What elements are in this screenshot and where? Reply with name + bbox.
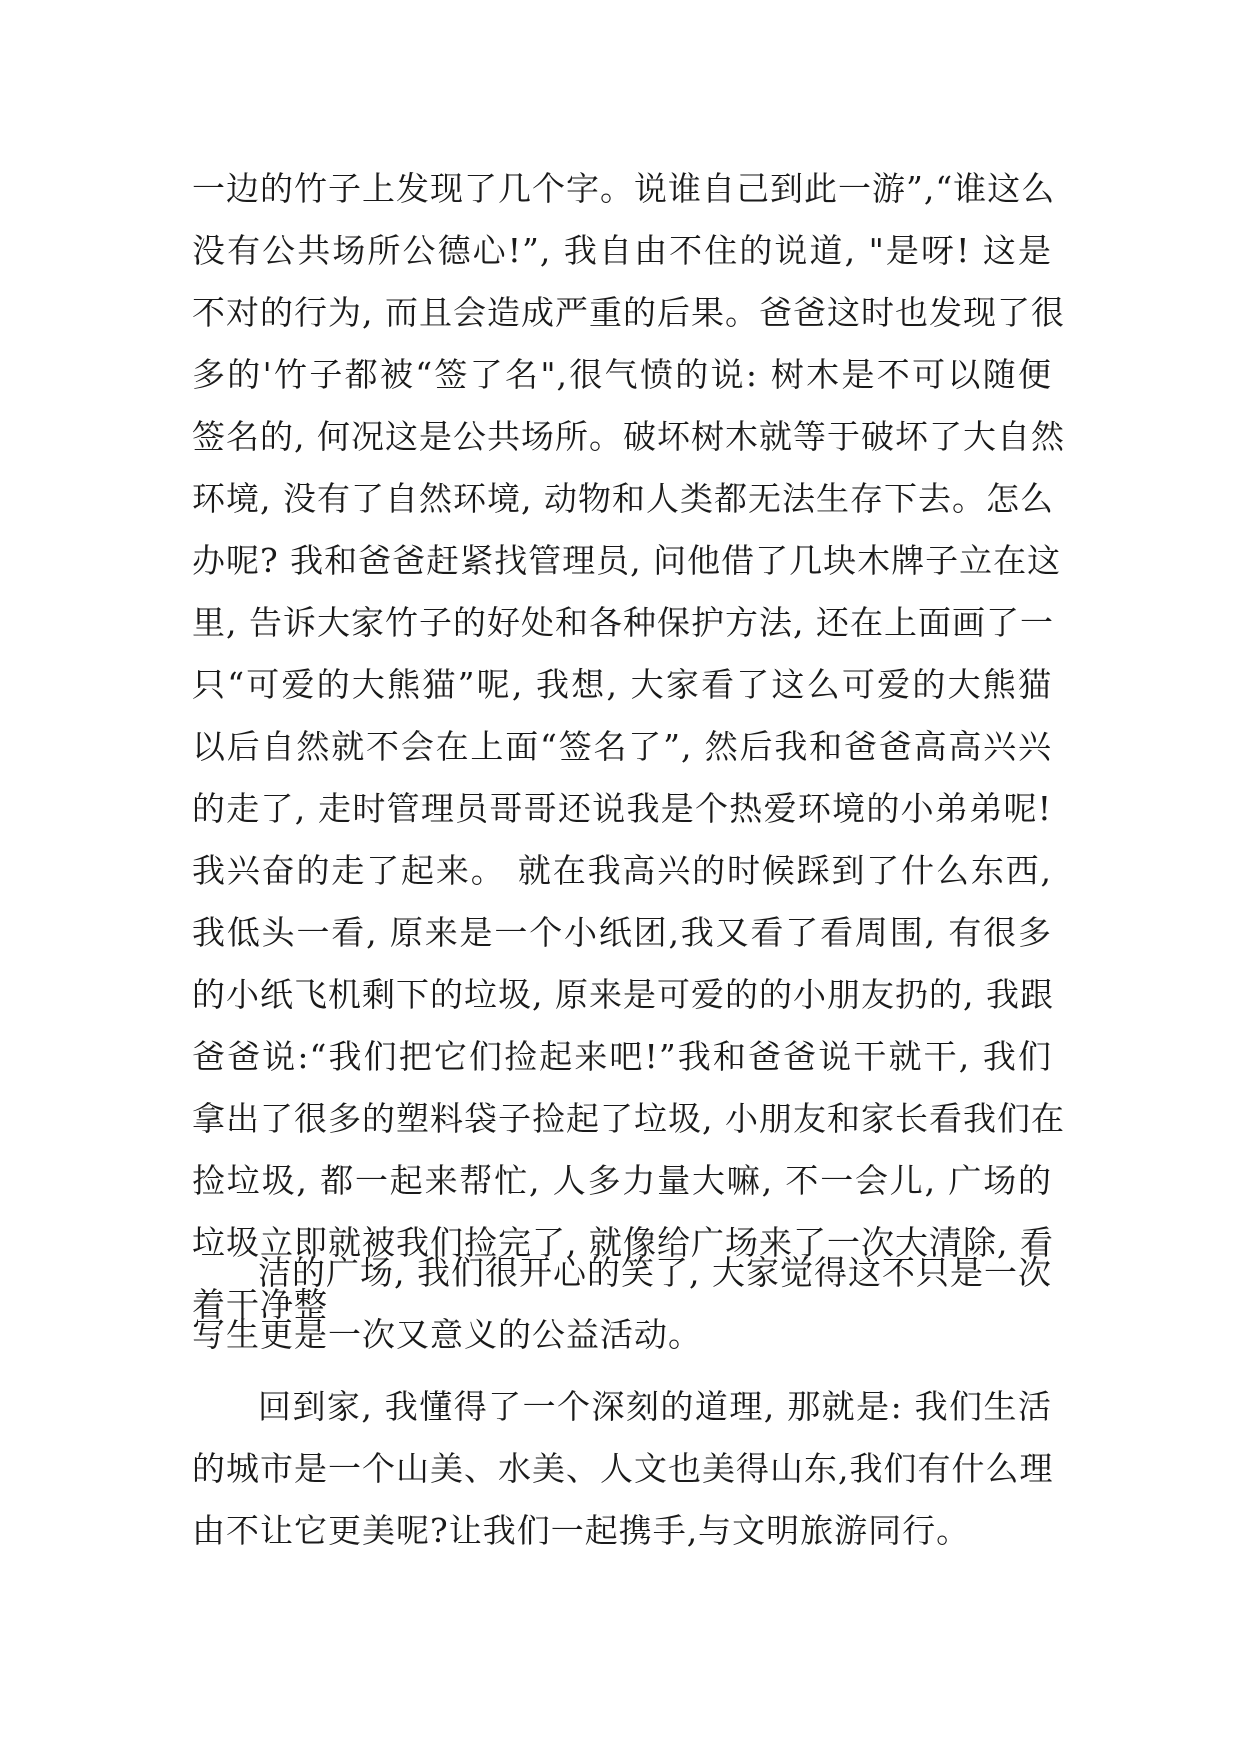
text-line: 我低头一看, 原来是一个小纸团,我又看了看周围, 有很多 — [192, 913, 1052, 952]
text-line: 只“可爱的大熊猫”呢, 我想, 大家看了这么可爱的大熊猫 — [192, 665, 1052, 704]
text-line: 写生更是一次又意义的公益活动。 — [192, 1315, 702, 1354]
text-line: 的小纸飞机剩下的垃圾, 原来是可爱的的小朋友扔的, 我跟 — [192, 975, 1054, 1014]
text-line: 没有公共场所公德心!”, 我自由不住的说道, "是呀! 这是 — [192, 231, 1052, 270]
text-line: 里, 告诉大家竹子的好处和各种保护方法, 还在上面画了一 — [192, 603, 1054, 642]
text-line: 爸爸说:“我们把它们捡起来吧!”我和爸爸说干就干, 我们 — [192, 1037, 1052, 1076]
paragraph-3 — [192, 1376, 1052, 1562]
text-line: 我兴奋的走了起来。 就在我高兴的时候踩到了什么东西, — [192, 851, 1052, 890]
paragraph-2 — [192, 1242, 1052, 1366]
text-line: 多的'竹子都被“签了名",很气愤的说: 树木是不可以随便 — [192, 355, 1053, 394]
text-line: 着干净整 — [192, 1285, 328, 1324]
text-line: 不对的行为, 而且会造成严重的后果。爸爸这时也发现了很 — [192, 293, 1065, 332]
paragraph-main — [192, 158, 1065, 1336]
text-line: 拿出了很多的塑料袋子捡起了垃圾, 小朋友和家长看我们在 — [192, 1099, 1065, 1138]
text-line: 的城市是一个山美、水美、人文也美得山东,我们有什么理 — [192, 1449, 1054, 1488]
text-line: 以后自然就不会在上面“签名了”, 然后我和爸爸高高兴兴 — [192, 727, 1052, 766]
text-line: 签名的, 何况这是公共场所。破坏树木就等于破坏了大自然 — [192, 417, 1065, 456]
text-line: 环境, 没有了自然环境, 动物和人类都无法生存下去。怎么 — [192, 479, 1054, 518]
text-line: 由不让它更美呢?让我们一起携手,与文明旅游同行。 — [192, 1511, 971, 1550]
text-line: 一边的竹子上发现了几个字。说谁自己到此一游”,“谁这么 — [192, 169, 1056, 208]
text-line: 洁的广场, 我们很开心的笑了, 大家觉得这不只是一次 — [258, 1253, 1052, 1292]
text-line: 的走了, 走时管理员哥哥还说我是个热爱环境的小弟弟呢! — [192, 789, 1052, 828]
text-line: 回到家, 我懂得了一个深刻的道理, 那就是: 我们生活 — [258, 1387, 1052, 1426]
text-line: 办呢? 我和爸爸赶紧找管理员, 问他借了几块木牌子立在这 — [192, 541, 1062, 580]
text-line: 垃圾立即就被我们捡完了, 就像给广场来了一次大清除, 看 — [192, 1223, 1054, 1262]
text-line: 捡垃圾, 都一起来帮忙, 人多力量大嘛, 不一会儿, 广场的 — [192, 1161, 1052, 1200]
